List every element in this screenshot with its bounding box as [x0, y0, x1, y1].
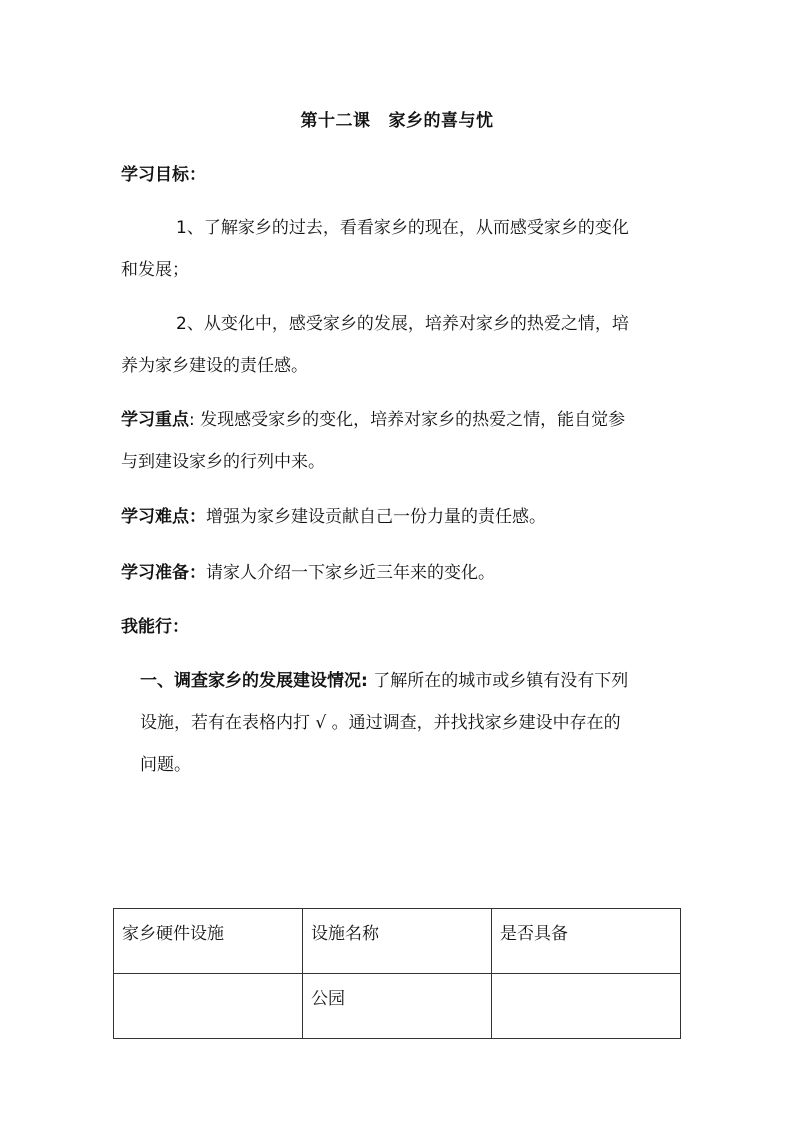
- key-points-line-1: [121, 410, 625, 430]
- table-cell-checkmark[interactable]: [492, 974, 681, 1039]
- lesson-number: 第十二课: [300, 111, 371, 131]
- objectives-heading: 学习目标：: [121, 165, 206, 185]
- table-header-cell: 是否具备: [492, 909, 681, 974]
- table-header-cell: 家乡硬件设施: [114, 909, 303, 974]
- lesson-topic: 家乡的喜与忧: [388, 111, 494, 131]
- preparation-text: 请家人介绍一下家乡近三年来的变化。: [206, 563, 495, 583]
- table-cell: 公园: [303, 974, 492, 1039]
- i-can-heading: 我能行：: [121, 617, 189, 637]
- key-points-line-2: 与到建设家乡的行列中来。: [121, 452, 325, 472]
- difficulties-label: 学习难点：: [121, 507, 206, 527]
- table-header-row: [114, 909, 681, 974]
- task-1-label: 一、调查家乡的发展建设情况:: [140, 671, 368, 691]
- task-1-line-1: [140, 671, 628, 691]
- preparation-line: [121, 563, 495, 583]
- page-title: [0, 106, 794, 131]
- table-header-cell: 设施名称: [303, 909, 492, 974]
- difficulties-line: [121, 507, 546, 527]
- table-cell[interactable]: [114, 974, 303, 1039]
- difficulties-text: 增强为家乡建设贡献自己一份力量的责任感。: [206, 507, 546, 527]
- table-row: [114, 974, 681, 1039]
- preparation-label: 学习准备：: [121, 563, 206, 583]
- task-1-line-2: 设施，若有在表格内打 √ 。通过调查，并找找家乡建设中存在的: [140, 713, 621, 733]
- objective-2-line-2: 养为家乡建设的责任感。: [121, 356, 308, 376]
- key-points-text: : 发现感受家乡的变化，培养对家乡的热爱之情，能自觉参: [189, 410, 626, 430]
- task-1-text: 了解所在的城市或乡镇有没有下列: [367, 671, 629, 691]
- objective-1-line-1: 1、了解家乡的过去，看看家乡的现在，从而感受家乡的变化: [176, 218, 629, 238]
- objective-2-line-1: 2、从变化中，感受家乡的发展，培养对家乡的热爱之情，培: [176, 314, 629, 334]
- task-1-line-3: 问题。: [140, 755, 191, 775]
- facilities-table: [113, 908, 681, 1039]
- objective-1-line-2: 和发展；: [121, 260, 189, 280]
- key-points-label: 学习重点: [121, 410, 189, 430]
